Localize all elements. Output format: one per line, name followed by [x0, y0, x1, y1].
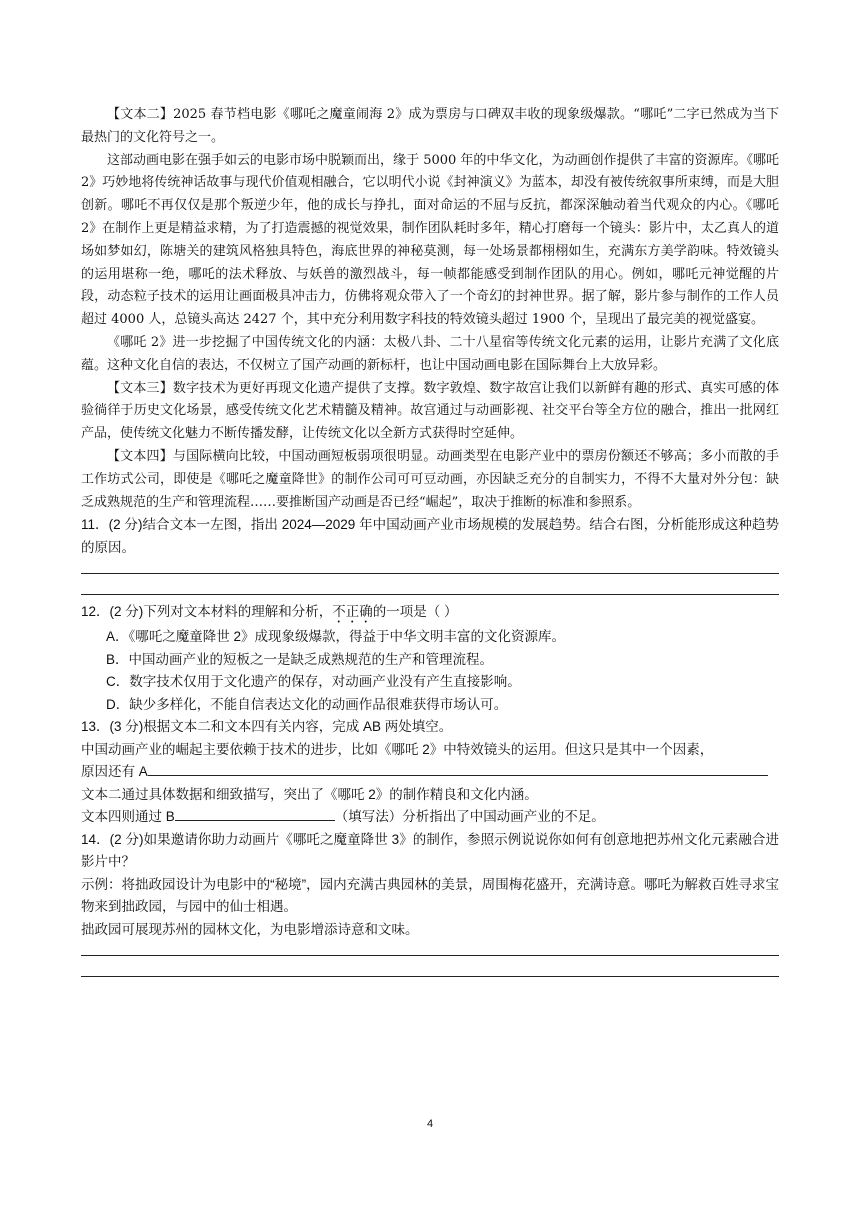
question-11: 11．(2 分)结合文本一左图，指出 2024—2029 年中国动画产业市场规模的发展趋势。结合右图，分析能形成这种趋势的原因。 [81, 517, 779, 555]
question-13: 13．(3 分)根据文本二和文本四有关内容，完成 AB 两处填空。 [81, 719, 453, 735]
answer-line[interactable] [81, 976, 779, 977]
option-d[interactable]: D．缺少多样化，不能自信表达文化的动画作品很难获得市场认可。 [106, 696, 508, 712]
q13-line-3: 文本二通过具体数据和细致描写，突出了《哪吒 2》的制作精良和文化内涵。 [81, 786, 538, 802]
text4-paragraph: 【文本四】与国际横向比较，中国动画短板弱项很明显。动画类型在电影产业中的票房份额还不够高；多小而散的手工作坊式公司，即使是《哪吒之魔童降世》的制作公司可可豆动画，亦因缺乏充分的自制实力，不得不大量对外分包：缺乏成熟规范的生产和管理流程……要推断国产动画是否已经“崛起”，取决于推断的标准和参照系。 [81, 448, 779, 510]
page-content [81, 104, 779, 977]
emphasis-text: 不正确 [332, 604, 373, 620]
fill-blank-b[interactable] [175, 806, 335, 821]
q13-line-4: 文本四则通过 B （填写法）分析指出了中国动画产业的不足。 [81, 806, 779, 829]
text2-paragraph-1: 【文本二】2025 春节档电影《哪吒之魔童闹海 2》成为票房与口碑双丰收的现象级爆款。“哪吒”二字已然成为当下最热门的文化符号之一。 [81, 107, 779, 145]
question-12: 12．(2 分)下列对文本材料的理解和分析，不正确的一项是（ ） [81, 604, 458, 620]
q13-line-2: 原因还有 A [81, 761, 779, 784]
option-c[interactable]: C．数字技术仅用于文化遗产的保存，对动画产业没有产生直接影响。 [106, 674, 521, 690]
text2-paragraph-2: 这部动画电影在强手如云的电影市场中脱颖而出，缘于 5000 年的中华文化，为动画创作提供了丰富的资源库。《哪吒 2》巧妙地将传统神话故事与现代价值观相融合，它以明代小说《封神演义》为蓝本，却没有被传统叙事所束缚，而是大胆创新。哪吒不再仅仅是那个叛逆少年，他的成长与挣扎，面对命运的不屈与反抗，都深深触动着当代观众的内心。《哪吒 2》在制作上更是精益求精，为了打造震撼的视觉效果，制作团队耗时多年，精心打磨每一个镜头：影片中，太乙真人的道场如梦如幻，陈塘关的建筑风格独具特色，海底世界的神秘莫测，每一处场景都栩栩如生，充满东方美学韵味。特效镜头的运用堪称一绝，哪吒的法术释放、与妖兽的激烈战斗，每一帧都能感受到制作团队的用心。例如，哪吒元神觉醒的片段，动态粒子技术的运用让画面极具冲击力，仿佛将观众带入了一个奇幻的封神世界。据了解，影片参与制作的工作人员超过 4000 人，总镜头高达 2427 个，其中充分利用数字科技的特效镜头超过 1900 个，呈现出了最完美的视觉盛宴。 [81, 152, 779, 328]
option-a[interactable]: A．《哪吒之魔童降世 2》成现象级爆款，得益于中华文明丰富的文化资源库。 [106, 629, 566, 645]
q13-line-1: 中国动画产业的崛起主要依赖于技术的进步，比如《哪吒 2》中特效镜头的运用。但这只是其中一个因素， [81, 741, 714, 757]
q14-example: 示例：将拙政园设计为电影中的“秘境”，园内充满古典园林的美景，周围梅花盛开，充满诗意。哪吒为解救百姓寻求宝物来到拙政园，与园中的仙士相遇。 [81, 876, 779, 915]
text3-paragraph: 【文本三】数字技术为更好再现文化遗产提供了支撑。数字敦煌、数字故宫让我们以新鲜有趣的形式、真实可感的体验徜徉于历史文化场景，感受传统文化艺术精髓及精神。故宫通过与动画影视、社交平台等全方位的融合，推出一批网红产品，使传统文化魅力不断传播发酵，让传统文化以全新方式获得时空延伸。 [81, 380, 779, 442]
question-14: 14．(2 分)如果邀请你助力动画片《哪吒之魔童降世 3》的制作，参照示例说说你如何有创意地把苏州文化元素融合进影片中？ [81, 831, 779, 870]
text2-paragraph-3: 《哪吒 2》进一步挖掘了中国传统文化的内涵：太极八卦、二十八星宿等传统文化元素的运用，让影片充满了文化底蕴。这种文化自信的表达，不仅树立了国产动画的新标杆，也让中国动画电影在国际舞台上大放异彩。 [81, 334, 779, 373]
q14-example-end: 拙政园可展现苏州的园林文化，为电影增添诗意和文味。 [81, 921, 419, 937]
page-number: 4 [426, 1118, 434, 1130]
fill-blank-a[interactable] [148, 761, 768, 776]
option-b[interactable]: B．中国动画产业的短板之一是缺乏成熟规范的生产和管理流程。 [106, 651, 494, 667]
